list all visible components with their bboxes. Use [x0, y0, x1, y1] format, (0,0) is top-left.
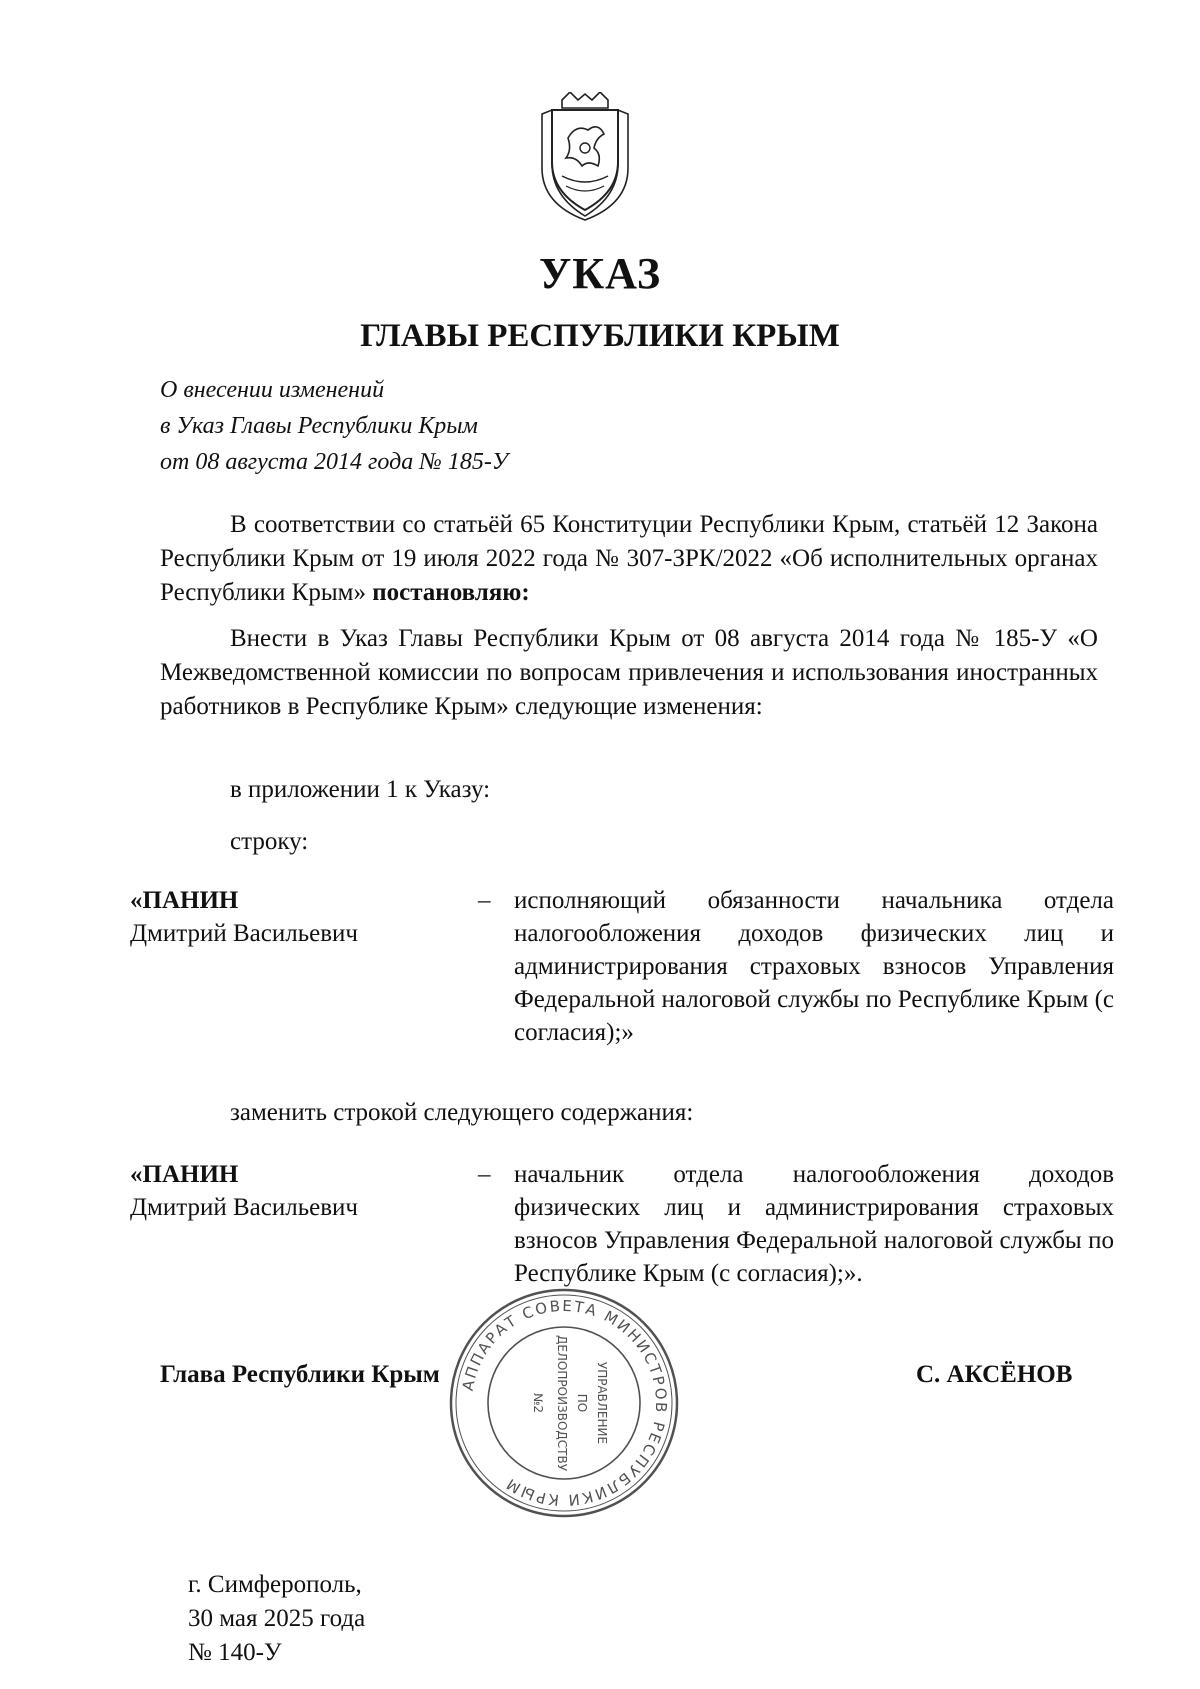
old-entry-given-names: Дмитрий Васильевич	[130, 920, 358, 947]
issue-details	[188, 1568, 365, 1670]
subject-line: О внесении изменений	[160, 377, 385, 403]
new-entry-surname: «ПАНИН	[130, 1161, 239, 1188]
main-paragraph: Внести в Указ Главы Республики Крым от 08 августа 2014 года № 185-У «О Межведомственной комиссии по вопросам привлечения и использования иностранных работников в Республике Крым» следующие изменения:	[160, 625, 1098, 720]
appendix-line: в приложении 1 к Указу:	[230, 776, 491, 803]
stamp-inner-line: №2	[531, 1392, 545, 1414]
new-entry-given-names: Дмитрий Васильевич	[130, 1194, 358, 1221]
old-entry-name	[130, 884, 450, 950]
subject-line: от 08 августа 2014 года № 185-У	[160, 449, 508, 475]
row-line: строку:	[230, 828, 309, 855]
preamble-text: В соответствии со статьёй 65 Конституции Республики Крым, статьёй 12 Закона Республики Крым от 19 июля 2022 года № 307-ЗРК/2022 «Об исполнительных органах Республики Крым»	[160, 511, 1098, 606]
issue-date: 30 мая 2025 года	[188, 1605, 366, 1632]
signatory-title: Глава Республики Крым	[160, 1361, 440, 1388]
stamp-outer-text: АППАРАТ СОВЕТА МИНИСТРОВ РЕСПУБЛИКИ КРЫМ	[458, 1296, 671, 1510]
old-entry-position: исполняющий обязанности начальника отдела налогообложения доходов физических лиц и администрирования страховых взносов Управления Федеральной налоговой службы по Республике Крым (с согласия);»	[514, 887, 1114, 1046]
decree-subtitle: ГЛАВЫ РЕСПУБЛИКИ КРЫМ	[360, 318, 840, 354]
stamp-inner-line: УПРАВЛЕНИЕ	[595, 1361, 609, 1445]
stamp-inner-line: ДЕЛОПРОИЗВОДСТВУ	[555, 1334, 569, 1472]
subject-line: в Указ Главы Республики Крым	[160, 413, 478, 439]
preamble-paragraph	[160, 508, 1098, 610]
new-entry-dash: –	[478, 1161, 491, 1188]
crimea-coat-of-arms-icon	[532, 92, 638, 222]
decree-subject	[160, 372, 508, 480]
official-stamp-icon	[446, 1285, 682, 1521]
decree-title: УКАЗ	[538, 249, 662, 298]
decree-word: постановляю:	[372, 579, 530, 606]
new-entry-position: начальник отдела налогообложения доходов физических лиц и администрирования страховых взносов Управления Федеральной налоговой службы по Республике Крым (с согласия);».	[514, 1161, 1114, 1287]
stamp-inner-line: ПО	[575, 1393, 589, 1413]
old-entry-surname: «ПАНИН	[130, 887, 239, 914]
issue-city: г. Симферополь,	[188, 1571, 362, 1598]
replace-line: заменить строкой следующего содержания:	[230, 1099, 694, 1126]
signatory-name: С. АКСЁНОВ	[916, 1361, 1073, 1388]
issue-number: № 140-У	[188, 1639, 282, 1666]
old-entry-dash: –	[478, 887, 491, 914]
new-entry-name	[130, 1158, 450, 1224]
